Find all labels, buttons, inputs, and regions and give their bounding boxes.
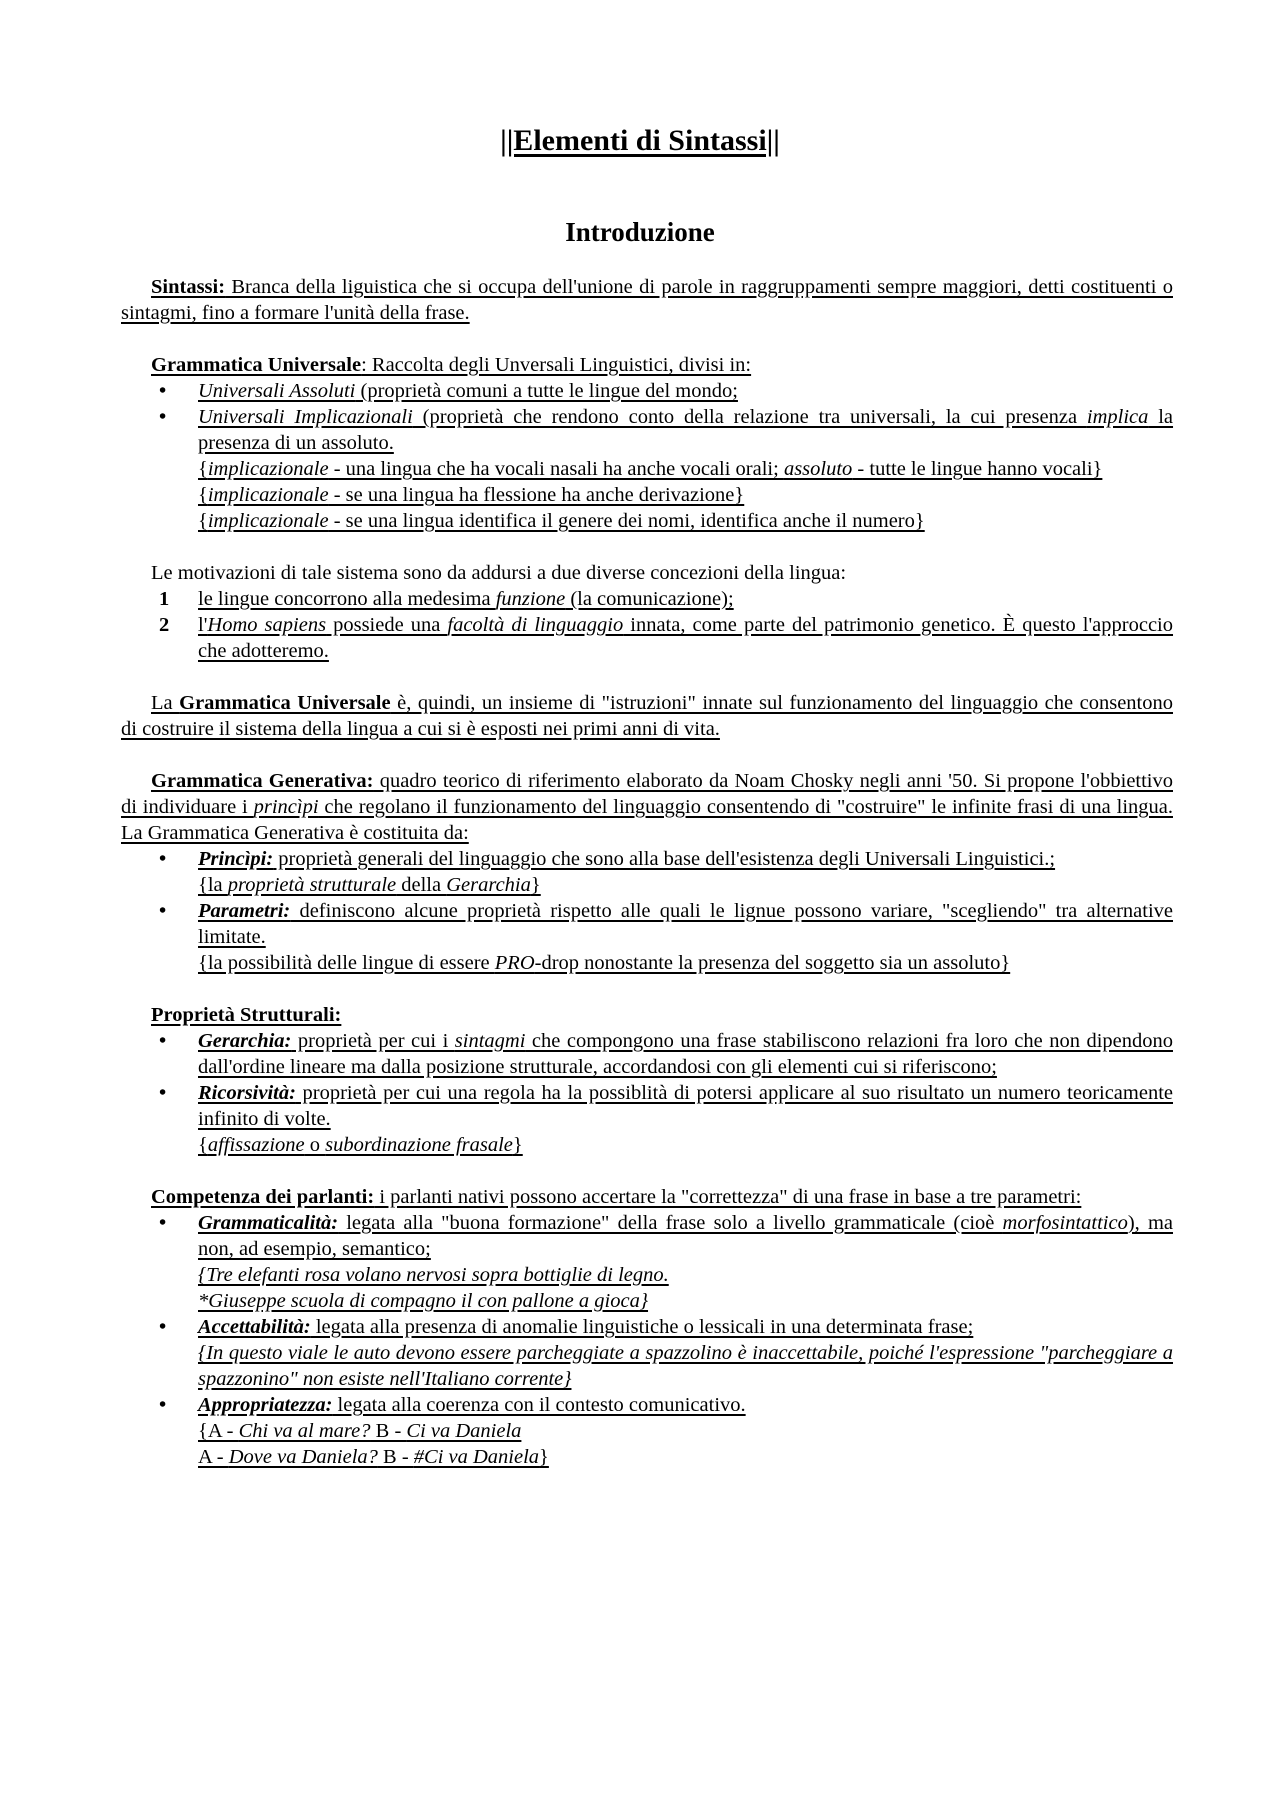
list-item: 1 le lingue concorrono alla medesima funzione (la comunicazione); bbox=[159, 588, 734, 610]
example: A - Dove va Daniela? B - #Ci va Daniela} bbox=[198, 1446, 549, 1468]
item-term: Grammaticalità: bbox=[198, 1212, 339, 1234]
list-item: • Princìpi: proprietà generali del linguaggio che sono alla base dell'esistenza degli Universali Linguistici.; {la proprietà strutturale della Gerarchia} bbox=[121, 846, 1173, 898]
item-number: 2 bbox=[159, 614, 170, 636]
section-subheading: Proprietà Strutturali: bbox=[151, 1004, 342, 1026]
item-term: Universali Implicazionali bbox=[198, 406, 413, 428]
list-item: • Ricorsività: proprietà per cui una regola ha la possiblità di potersi applicare al suo risultato un numero teoricamente infinito di volte. {affissazione o subordinazione frasale} bbox=[121, 1080, 1173, 1158]
paragraph-motivazioni: Le motivazioni di tale sistema sono da addursi a due diverse concezioni della lingua: bbox=[151, 562, 847, 584]
item-text: (proprietà che rendono conto della relazione tra universali, la cui presenza bbox=[412, 406, 1087, 428]
item-text: (proprietà comuni a tutte le lingue del mondo; bbox=[355, 380, 738, 402]
example: {implicazionale - una lingua che ha vocali nasali ha anche vocali orali; assoluto - tutte le lingue hanno vocali} bbox=[198, 458, 1103, 480]
example: {affissazione o subordinazione frasale} bbox=[198, 1134, 523, 1156]
definition-text: Branca della liguistica che si occupa dell'unione di parole in raggruppamenti sempre maggiori, detti costituenti o sintagmi, fino a formare l'unità della frase. bbox=[121, 276, 1173, 324]
item-term: Parametri: bbox=[198, 900, 291, 922]
paragraph-sintassi bbox=[121, 274, 1173, 326]
example: *Giuseppe scuola di compagno il con pallone a gioca} bbox=[198, 1290, 649, 1312]
example: {implicazionale - se una lingua identifica il genere dei nomi, identifica anche il numero} bbox=[198, 510, 925, 532]
section-heading: Introduzione bbox=[565, 217, 715, 247]
example: {In questo viale le auto devono essere parcheggiate a spazzolino è inaccettabile, poiché l'espressione "parcheggiare a spazzonino" non esiste nell'Italiano corrente} bbox=[198, 1342, 1173, 1390]
item-term: Ricorsività: bbox=[198, 1082, 296, 1104]
item-term: Gerarchia: bbox=[198, 1030, 292, 1052]
item-text: la presenza di un assoluto. bbox=[198, 406, 1174, 454]
list-item: • Appropriatezza: legata alla coerenza con il contesto comunicativo. {A - Chi va al mare? B - Ci va Daniela A - Dove va Daniela? B - #Ci va Daniela} bbox=[121, 1392, 1173, 1470]
paragraph-proprieta-strutturali bbox=[121, 1002, 1173, 1028]
list-item: • Parametri: definiscono alcune proprietà rispetto alle quali le lignue possono variare, "scegliendo" tra alternative limitate. {la possibilità delle lingue di essere PRO-drop nonostante la presenza del soggetto sia un assoluto} bbox=[121, 898, 1173, 976]
list-item bbox=[121, 378, 1173, 404]
paragraph-gu-definition: La Grammatica Universale è, quindi, un insieme di "istruzioni" innate sul funzionamento del linguaggio che consentono di costruire il sistema della lingua a cui si è esposti nei primi anni di vita. bbox=[121, 692, 1173, 740]
list-item bbox=[121, 404, 1173, 534]
term-competenza: Competenza dei parlanti: bbox=[151, 1186, 375, 1208]
item-term: Princìpi: bbox=[198, 848, 274, 870]
term-sintassi: Sintassi: bbox=[151, 276, 226, 298]
example: {implicazionale - se una lingua ha flessione ha anche derivazione} bbox=[198, 484, 745, 506]
competenza-list bbox=[121, 1210, 1173, 1470]
term-grammatica-generativa: Grammatica Generativa: bbox=[151, 770, 374, 792]
page-title bbox=[0, 124, 1280, 158]
motivazioni-list bbox=[121, 586, 1173, 664]
list-item: • Accettabilità: legata alla presenza di anomalie linguistiche o lessicali in una determinata frase; {In questo viale le auto devono essere parcheggiate a spazzolino è inaccettabile, poiché l'espressione "parcheggiare a spazzonino" non esiste nell'Italiano corrente} bbox=[121, 1314, 1173, 1392]
item-term: Appropriatezza: bbox=[198, 1394, 333, 1416]
term-grammatica-universale: Grammatica Universale bbox=[151, 354, 362, 376]
document-body bbox=[121, 274, 1173, 1470]
paragraph-grammatica-generativa: Grammatica Generativa: quadro teorico di riferimento elaborato da Noam Chosky negli anni '50. Si propone l'obbiettivo di individuare i princìpi che regolano il funzionamento del linguaggio consentendo di "costruire" le infinite frasi di una lingua. La Grammatica Generativa è costituita da: bbox=[121, 770, 1173, 844]
example: {la proprietà strutturale della Gerarchia} bbox=[198, 874, 541, 896]
item-text: implica bbox=[1086, 406, 1149, 428]
paragraph-competenza: Competenza dei parlanti: i parlanti nativi possono accertare la "correttezza" di una frase in base a tre parametri: bbox=[151, 1186, 1082, 1208]
list-item: 2 l'Homo sapiens possiede una facoltà di linguaggio innata, come parte del patrimonio genetico. È questo l'approccio che adotteremo. bbox=[159, 614, 1174, 662]
example: {Tre elefanti rosa volano nervosi sopra bottiglie di legno. bbox=[198, 1264, 669, 1286]
list-item: • Gerarchia: proprietà per cui i sintagmi che compongono una frase stabiliscono relazioni fra loro che non dipendono dall'ordine lineare ma dalla posizione strutturale, accordandosi con gli elementi cui si riferiscono; bbox=[121, 1028, 1173, 1080]
example: {A - Chi va al mare? B - Ci va Daniela bbox=[198, 1420, 522, 1442]
item-term: Accettabilità: bbox=[198, 1316, 311, 1338]
paragraph-grammatica-universale bbox=[121, 352, 1173, 378]
definition-text: : Raccolta degli Unversali Linguistici, divisi in: bbox=[361, 354, 752, 376]
example: {la possibilità delle lingue di essere PRO-drop nonostante la presenza del soggetto sia un assoluto} bbox=[198, 952, 1011, 974]
universali-list bbox=[121, 378, 1173, 534]
generativa-list bbox=[121, 846, 1173, 976]
proprieta-list bbox=[121, 1028, 1173, 1158]
list-item: • Grammaticalità: legata alla "buona formazione" della frase solo a livello grammaticale (cioè morfosintattico), ma non, ad esempio, semantico; {Tre elefanti rosa volano nervosi sopra bottiglie di legno. *Giuseppe scuola di compagno il con pallone a gioca} bbox=[121, 1210, 1173, 1314]
item-number: 1 bbox=[159, 588, 170, 610]
item-term: Universali Assoluti bbox=[198, 380, 356, 402]
title-text: ||Elementi di Sintassi|| bbox=[500, 124, 780, 157]
